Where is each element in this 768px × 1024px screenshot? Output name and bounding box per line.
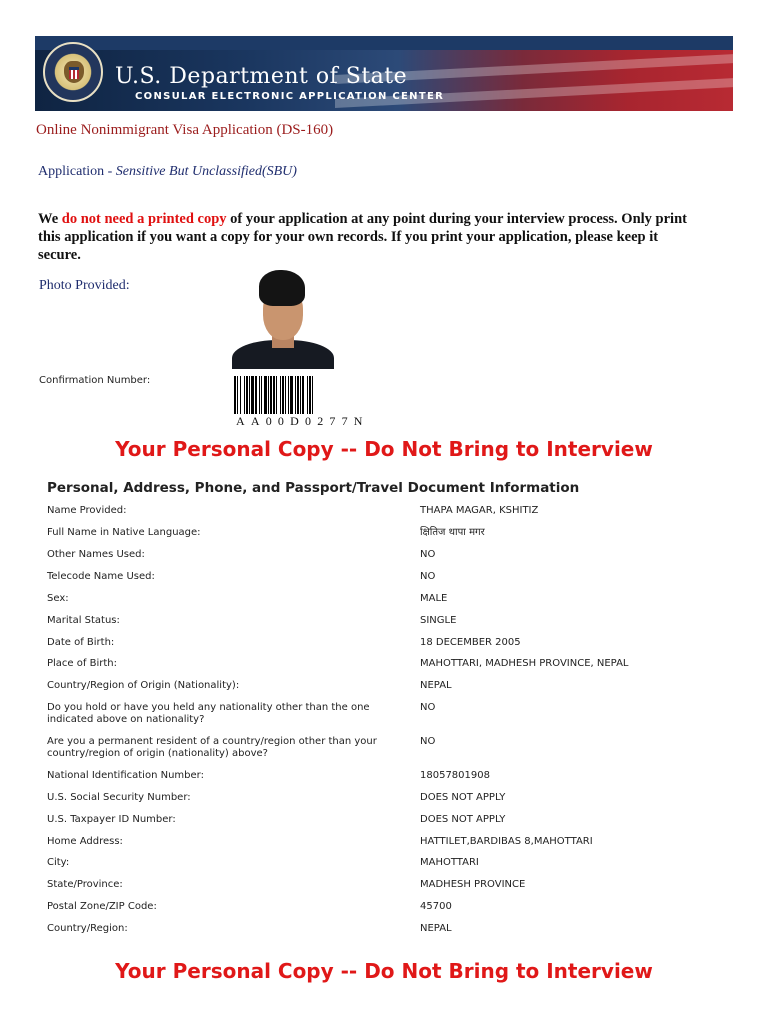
field-value: SINGLE [420, 615, 457, 626]
field-label: City: [47, 857, 70, 868]
field-label: U.S. Taxpayer ID Number: [47, 814, 176, 825]
photo-hair [259, 270, 305, 306]
field-value: NO [420, 736, 436, 747]
field-label: Sex: [47, 593, 69, 604]
barcode-bar [264, 376, 267, 414]
field-label: Postal Zone/ZIP Code: [47, 901, 157, 912]
confirmation-number: AA00D0277N [236, 414, 369, 428]
barcode-bar [300, 376, 301, 414]
field-label: Place of Birth: [47, 658, 117, 669]
field-label: Telecode Name Used: [47, 571, 155, 582]
barcode-bar [237, 376, 238, 414]
barcode-bar [295, 376, 296, 414]
department-seal-icon [43, 42, 103, 102]
notice-after: of your application at any point during your interview process. Only print this application if you want a copy for your own records. If you print your application, please keep it secure. [38, 211, 687, 263]
photo-label: Photo Provided: [39, 278, 130, 293]
field-label: Country/Region of Origin (Nationality): [47, 680, 240, 691]
personal-copy-warning: Your Personal Copy -- Do Not Bring to Interview [115, 437, 653, 461]
barcode-bar [276, 376, 277, 414]
barcode-bar [259, 376, 260, 414]
notice-before: We [38, 211, 62, 227]
field-label: Marital Status: [47, 615, 120, 626]
barcode-bar [285, 376, 286, 414]
field-label: Name Provided: [47, 505, 127, 516]
field-value: 18 DECEMBER 2005 [420, 637, 521, 648]
confirmation-label: Confirmation Number: [39, 375, 151, 386]
field-label: Home Address: [47, 836, 123, 847]
field-value: MADHESH PROVINCE [420, 879, 526, 890]
section-title: Personal, Address, Phone, and Passport/Travel Document Information [47, 480, 580, 496]
field-value: MALE [420, 593, 448, 604]
field-value: MAHOTTARI [420, 857, 479, 868]
field-label: Date of Birth: [47, 637, 115, 648]
field-label: Do you hold or have you held any nationality other than the one indicated above on nationality? [47, 702, 370, 725]
applicant-photo [232, 268, 334, 369]
banner-title: U.S. Department of State [115, 64, 408, 89]
barcode-bar [244, 376, 245, 414]
barcode-bar [309, 376, 311, 414]
field-value: MAHOTTARI, MADHESH PROVINCE, NEPAL [420, 658, 629, 669]
barcode-bar [261, 376, 262, 414]
barcode-bar [251, 376, 254, 414]
field-value: NO [420, 702, 436, 713]
confirmation-barcode [234, 376, 410, 414]
field-value: 45700 [420, 901, 452, 912]
field-label: Other Names Used: [47, 549, 145, 560]
barcode-bar [302, 376, 304, 414]
field-value: NO [420, 549, 436, 560]
field-label: Country/Region: [47, 923, 128, 934]
field-value: DOES NOT APPLY [420, 792, 506, 803]
barcode-bar [290, 376, 293, 414]
barcode-bar [240, 376, 241, 414]
barcode-bar [246, 376, 248, 414]
barcode-bar [307, 376, 308, 414]
classification-prefix: Application - [38, 164, 116, 179]
field-label: Full Name in Native Language: [47, 527, 201, 538]
barcode-bar [288, 376, 289, 414]
header-banner [35, 36, 733, 111]
field-label: Are you a permanent resident of a country/region other than your country/region of origin (nationality) above? [47, 736, 377, 759]
barcode-bar [270, 376, 272, 414]
notice-highlight: do not need a printed copy [61, 211, 227, 227]
print-notice [38, 210, 698, 264]
field-label: State/Province: [47, 879, 123, 890]
barcode-bar [312, 376, 313, 414]
field-value: NEPAL [420, 923, 452, 934]
personal-copy-warning-footer: Your Personal Copy -- Do Not Bring to Interview [115, 959, 653, 983]
classification-label: Sensitive But Unclassified(SBU) [115, 164, 297, 179]
field-value: DOES NOT APPLY [420, 814, 506, 825]
barcode-bar [282, 376, 284, 414]
application-title: Online Nonimmigrant Visa Application (DS-160) [36, 122, 334, 138]
field-value: THAPA MAGAR, KSHITIZ [420, 505, 539, 516]
field-value: 18057801908 [420, 770, 490, 781]
barcode-bar [249, 376, 250, 414]
shield-icon [69, 67, 79, 79]
barcode-bar [297, 376, 299, 414]
classification-line [38, 164, 297, 180]
banner-top-band [35, 36, 733, 50]
field-label: U.S. Social Security Number: [47, 792, 191, 803]
field-value: क्षितिज थापा मगर [420, 527, 485, 538]
barcode-bar [273, 376, 275, 414]
banner-subtitle: CONSULAR ELECTRONIC APPLICATION CENTER [135, 91, 445, 102]
barcode-bar [280, 376, 281, 414]
field-label: National Identification Number: [47, 770, 204, 781]
barcode-bar [234, 376, 236, 414]
barcode-bar [268, 376, 269, 414]
barcode-bar [255, 376, 257, 414]
field-value: NO [420, 571, 436, 582]
field-value: NEPAL [420, 680, 452, 691]
field-value: HATTILET,BARDIBAS 8,MAHOTTARI [420, 836, 593, 847]
